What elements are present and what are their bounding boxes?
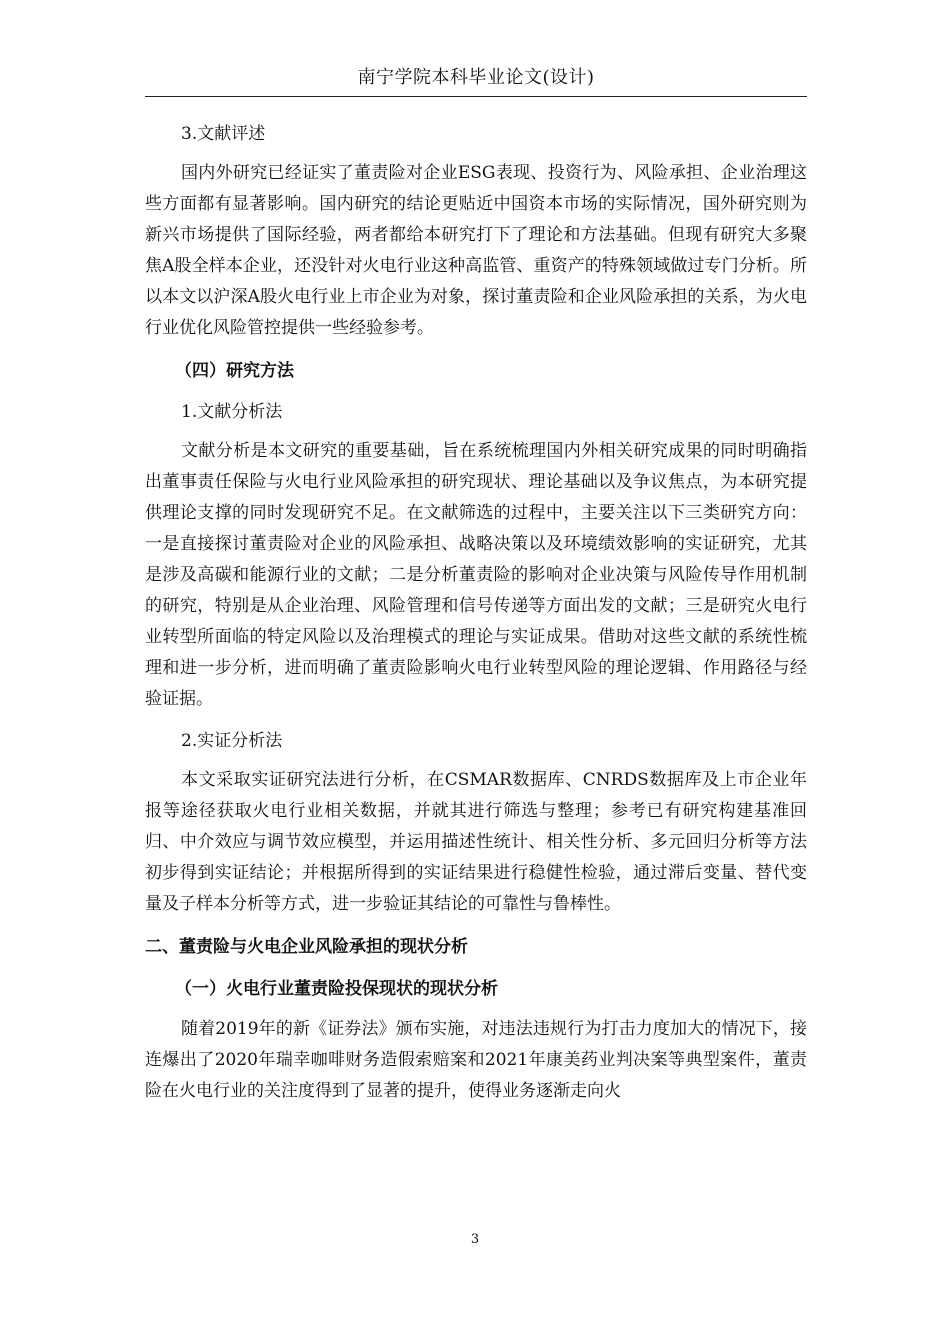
page-body — [145, 114, 807, 1113]
heading-literature-review: 3.文献评述 — [181, 124, 266, 144]
page-header — [145, 64, 807, 97]
heading-empirical-analysis-method: 2.实证分析法 — [181, 731, 283, 751]
heading-literature-analysis-method: 1.文献分析法 — [181, 402, 283, 422]
heading-research-methods: （四）研究方法 — [175, 361, 294, 381]
paragraph-empirical-analysis-method: 本文采取实证研究法进行分析，在CSMAR数据库、CNRDS数据库及上市企业年报等途径获取火电行业相关数据，并就其进行筛选与整理；参考已有研究构建基准回归、中介效应与调节效应模型，并运用描述性统计、相关性分析、多元回归分析等方法初步得到实证结论；并根据所得到的实证结果进行稳健性检验，通过滞后变量、替代变量及子样本分析等方式，进一步验证其结论的可靠性与鲁棒性。 — [145, 770, 807, 914]
heading-chapter-2: 二、董责险与火电企业风险承担的现状分析 — [145, 937, 468, 957]
heading-section-2-1: （一）火电行业董责险投保现状的现状分析 — [175, 979, 498, 999]
header-title: 南宁学院本科毕业论文(设计) — [357, 67, 595, 88]
paragraph-literature-analysis-method: 文献分析是本文研究的重要基础，旨在系统梳理国内外相关研究成果的同时明确指出董事责任保险与火电行业风险承担的研究现状、理论基础以及争议焦点，为本研究提供理论支撑的同时发现研究不足。在文献筛选的过程中，主要关注以下三类研究方向：一是直接探讨董责险对企业的风险承担、战略决策以及环境绩效影响的实证研究，尤其是涉及高碳和能源行业的文献；二是分析董责险的影响对企业决策与风险传导作用机制的研究，特别是从企业治理、风险管理和信号传递等方面出发的文献；三是研究火电行业转型所面临的特定风险以及治理模式的理论与实证成果。借助对这些文献的系统性梳理和进一步分析，进而明确了董责险影响火电行业转型风险的理论逻辑、作用路径与经验证据。 — [145, 441, 807, 709]
paragraph-section-2-1: 随着2019年的新《证券法》颁布实施，对违法违规行为打击力度加大的情况下，接连爆出了2020年瑞幸咖啡财务造假索赔案和2021年康美药业判决案等典型案件，董责险在火电行业的关注度得到了显著的提升，使得业务逐渐走向火 — [145, 1019, 807, 1101]
page-number: 3 — [470, 1232, 480, 1247]
paragraph-literature-review: 国内外研究已经证实了董责险对企业ESG表现、投资行为、风险承担、企业治理这些方面都有显著影响。国内研究的结论更贴近中国资本市场的实际情况，国外研究则为新兴市场提供了国际经验，两者都给本研究打下了理论和方法基础。但现有研究大多聚焦A股全样本企业，还没针对火电行业这种高监管、重资产的特殊领域做过专门分析。所以本文以沪深A股火电行业上市企业为对象，探讨董责险和企业风险承担的关系，为火电行业优化风险管控提供一些经验参考。 — [145, 163, 807, 338]
